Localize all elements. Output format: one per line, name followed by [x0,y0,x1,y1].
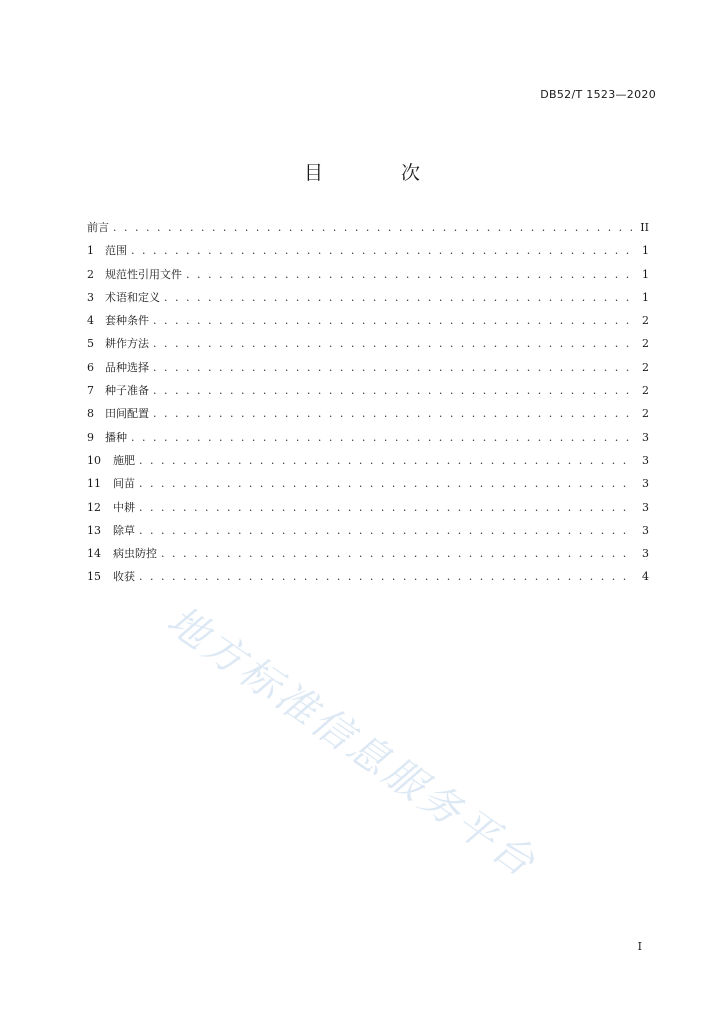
toc-entry-label: 播种 [105,430,127,444]
toc-leader-dots [113,216,633,239]
toc-entry-12[interactable] [87,496,649,519]
toc-leader-dots [164,286,633,309]
toc-entry-label: 病虫防控 [113,547,157,561]
toc-entry-label: 术语和定义 [105,290,160,304]
toc-entry-page: 3 [642,547,649,561]
toc-entry-page: 3 [642,523,649,537]
toc-entry-2[interactable] [87,263,649,286]
toc-leader-dots [161,542,633,565]
toc-entry-page: 2 [642,384,649,398]
toc-leader-dots [139,519,633,542]
toc-entry-14[interactable] [87,542,649,565]
toc-entry-label: 耕作方法 [105,337,149,351]
toc-entry-7[interactable] [87,379,649,402]
toc-entry-number: 12 [87,500,101,514]
toc-entry-9[interactable] [87,426,649,449]
toc-entry-label: 除草 [113,523,135,537]
toc-leader-dots [153,332,633,355]
toc-entry-number: 14 [87,547,101,561]
toc-entry-page: 3 [642,500,649,514]
toc-entry-15[interactable] [87,565,649,588]
toc-entry-label: 品种选择 [105,360,149,374]
toc-entry-page: 4 [642,570,649,584]
toc-leader-dots [186,263,633,286]
toc-entry-label: 种子准备 [105,384,149,398]
toc-entry-page: 1 [642,267,649,281]
toc-entry-number: 1 [87,244,94,258]
toc-entry-label: 范围 [105,244,127,258]
toc-leader-dots [139,472,633,495]
toc-entry-number: 9 [87,430,94,444]
toc-entry-number: 3 [87,290,94,304]
toc-entry-page: 2 [642,314,649,328]
toc-leader-dots [153,309,633,332]
toc-entry-page: 2 [642,337,649,351]
toc-entry-label: 套种条件 [105,314,149,328]
toc-entry-page: 1 [642,244,649,258]
toc-entry-8[interactable] [87,402,649,425]
toc-entry-number: 8 [87,407,94,421]
toc-leader-dots [139,449,633,472]
watermark: 地方标准信息服务平台 [158,597,546,888]
toc-title: 目 次 [303,162,457,184]
toc-entry-page: 2 [642,360,649,374]
toc-entry-3[interactable] [87,286,649,309]
toc-entry-10[interactable] [87,449,649,472]
toc-entry-number: 11 [87,477,101,491]
toc-entry-page: 3 [642,453,649,467]
toc-entry-number: 15 [87,570,101,584]
toc-entry-number: 10 [87,453,101,467]
toc-leader-dots [139,565,633,588]
toc-entry-label: 田间配置 [105,407,149,421]
toc-entry-number: 5 [87,337,94,351]
toc-entry-6[interactable] [87,356,649,379]
toc-leader-dots [153,356,633,379]
toc-entry-number: 2 [87,267,94,281]
toc-leader-dots [131,426,633,449]
toc-entry-page: II [640,221,649,234]
toc-entry-page: 3 [642,430,649,444]
toc-entry-label: 前言 [87,221,109,234]
toc-entry-number: 6 [87,360,94,374]
toc-leader-dots [131,239,633,262]
toc-entry-label: 间苗 [113,477,135,491]
toc-entry-page: 3 [642,477,649,491]
toc-entry-foreword[interactable] [87,216,649,239]
toc-entry-number: 7 [87,384,94,398]
toc-entry-4[interactable] [87,309,649,332]
toc-entry-label: 施肥 [113,453,135,467]
toc-entry-label: 规范性引用文件 [105,267,182,281]
toc-entry-1[interactable] [87,239,649,262]
toc-entry-number: 4 [87,314,94,328]
toc-leader-dots [153,402,633,425]
toc-entry-13[interactable] [87,519,649,542]
toc-entry-page: 1 [642,290,649,304]
document-code: DB52/T 1523—2020 [540,88,656,101]
page-number: I [637,940,642,953]
table-of-contents [87,216,649,589]
toc-entry-number: 13 [87,523,101,537]
toc-leader-dots [139,496,633,519]
toc-entry-label: 收获 [113,570,135,584]
toc-entry-page: 2 [642,407,649,421]
toc-entry-label: 中耕 [113,500,135,514]
toc-entry-5[interactable] [87,332,649,355]
toc-entry-11[interactable] [87,472,649,495]
toc-leader-dots [153,379,633,402]
